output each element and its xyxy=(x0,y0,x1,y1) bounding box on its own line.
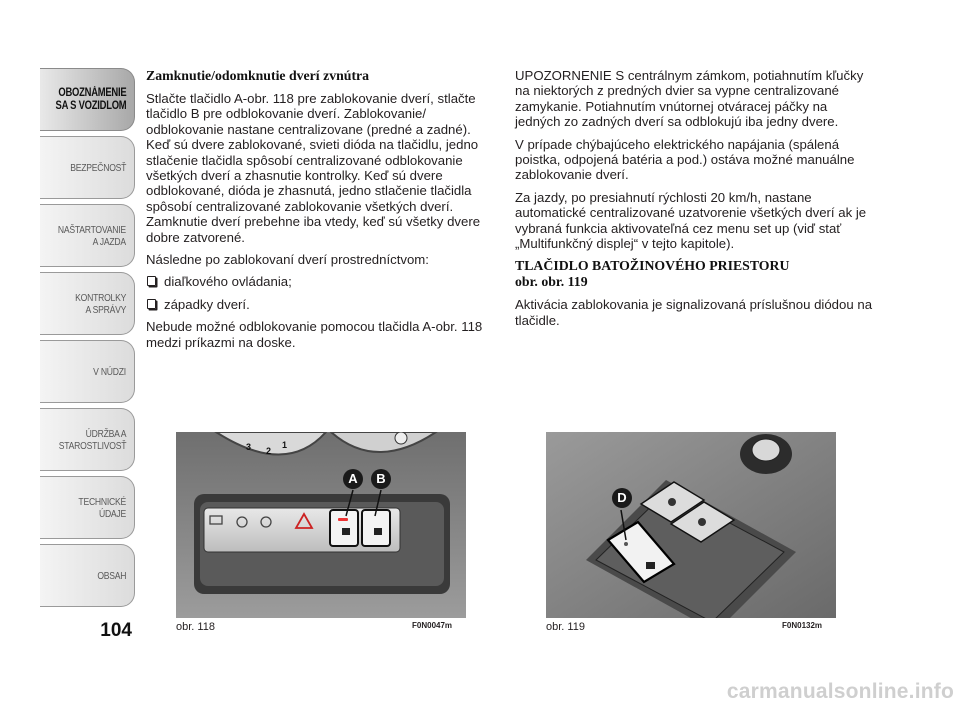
list-item-text: západky dverí. xyxy=(164,296,250,312)
tab-label-line: KONTROLKY xyxy=(75,291,126,304)
callout-label-b: B xyxy=(371,469,391,489)
figure-caption: obr. 118 xyxy=(176,621,215,633)
paragraph: Za jazdy, po presiahnutí rýchlosti 20 km/h, nastane automatické centralizované uzatvorenie všetkých dverí ak je vybraná funkcia aktivovateľná cez menu set up (viď stať „Multifunkčný displej“ v tejto kapitole). xyxy=(515,189,867,252)
warning-paragraph: UPOZORNENIE S centrálnym zámkom, potiahnutím kľučky na niektorých z predných dvier sa vypne centralizované zamykanie. Potiahnutím vnútornej otváracej páčky na jedných zo zadných dverí sa odblokujú iba jedny dvere. xyxy=(515,68,864,130)
checkbox-bullet-icon xyxy=(147,299,156,309)
dial-number: 3 xyxy=(246,442,252,452)
tab-bezpecnost[interactable] xyxy=(40,136,135,199)
paragraph: Následne po zablokovaní dverí prostredníctvom: xyxy=(146,252,429,268)
tab-label-line: A SPRÁVY xyxy=(85,303,126,316)
site-watermark: carmanualsonline.info xyxy=(726,680,954,703)
tab-label-line: SA S VOZIDLOM xyxy=(55,99,126,112)
tab-label-line: NAŠTARTOVANIE xyxy=(58,223,126,236)
right-text-column xyxy=(515,68,875,335)
tab-nastartovanie-a-jazda[interactable] xyxy=(40,204,135,267)
bullet-list xyxy=(146,274,496,312)
tab-label-line: OBSAH xyxy=(97,569,126,582)
tab-obsah[interactable] xyxy=(40,544,135,607)
figure-118-dashboard-buttons xyxy=(176,432,466,618)
paragraph: V prípade chýbajúceho elektrického napájania (spálená poistka, odpojená batéria a pod.) ostáva možné manuálne zablokovanie dverí. xyxy=(515,136,855,183)
dashboard-photo-illustration xyxy=(176,432,466,618)
tab-kontrolky-a-spravy[interactable] xyxy=(40,272,135,335)
list-item xyxy=(146,274,496,289)
section-heading: Zamknutie/odomknutie dverí zvnútra xyxy=(146,68,370,83)
figure-119-door-panel-buttons xyxy=(546,432,836,618)
tab-label-line: TECHNICKÉ xyxy=(78,495,126,508)
tab-label-line: OBOZNÁMENIE xyxy=(57,86,126,99)
dial-number: 2 xyxy=(266,446,272,456)
paragraph: Aktivácia zablokovania je signalizovaná príslušnou diódou na tlačidle. xyxy=(515,297,873,328)
tab-label-line: V NÚDZI xyxy=(93,365,126,378)
tab-label-line: BEZPEČNOSŤ xyxy=(70,161,126,174)
tab-oboznamenie-sa-s-vozidlom[interactable] xyxy=(40,68,135,131)
tab-v-nudzi[interactable] xyxy=(40,340,135,403)
callout-label-d: D xyxy=(612,488,632,508)
tab-label-line: ÚDAJE xyxy=(98,507,126,520)
left-text-column xyxy=(146,68,496,357)
checkbox-bullet-icon xyxy=(147,276,156,286)
figure-caption: obr. 119 xyxy=(546,621,585,633)
tab-label-line: A JAZDA xyxy=(92,235,126,248)
door-panel-photo-illustration xyxy=(546,432,836,618)
list-item xyxy=(146,297,496,312)
tab-label-line: STAROSTLIVOSŤ xyxy=(58,439,126,452)
dial-number: 1 xyxy=(282,440,288,450)
section-heading: TLAČIDLO BATOŽINOVÉHO PRIESTORU xyxy=(515,258,790,274)
tab-technicke-udaje[interactable] xyxy=(40,476,135,539)
page-number: 104 xyxy=(100,620,132,641)
figure-code: F0N0047m xyxy=(412,621,453,630)
tab-udrzba-a-starostlivost[interactable] xyxy=(40,408,135,471)
section-subheading: obr. obr. 119 xyxy=(515,274,588,290)
list-item-text: diaľkového ovládania; xyxy=(164,274,292,290)
paragraph: Stlačte tlačidlo A-obr. 118 pre zablokovanie dverí, stlačte tlačidlo B pre odblokovanie dverí. Zablokovanie/ odblokovanie nastane centralizovane (predné a zadné). Keď sú dvere zablokované, svieti dióda na tlačidlu, jedno stlačenie tlačidla spôsobí centralizované odblokovanie všetkých dverí a zhasnutie kontrolky. Keď sú dvere odblokované, dióda je zhasnutá, jedno stlačenie tlačidla spôsobí centralizované zablokovanie všetkých dverí. Zamknutie dverí prebehne iba vtedy, keď sú všetky dvere dobre zatvorené. xyxy=(146,91,481,245)
paragraph: Nebude možné odblokovanie pomocou tlačidla A-obr. 118 medzi príkazmi na doske. xyxy=(146,319,483,350)
callout-label-a: A xyxy=(343,469,363,489)
figure-code: F0N0132m xyxy=(782,621,823,630)
tab-label-line: ÚDRŽBA A xyxy=(85,427,126,440)
